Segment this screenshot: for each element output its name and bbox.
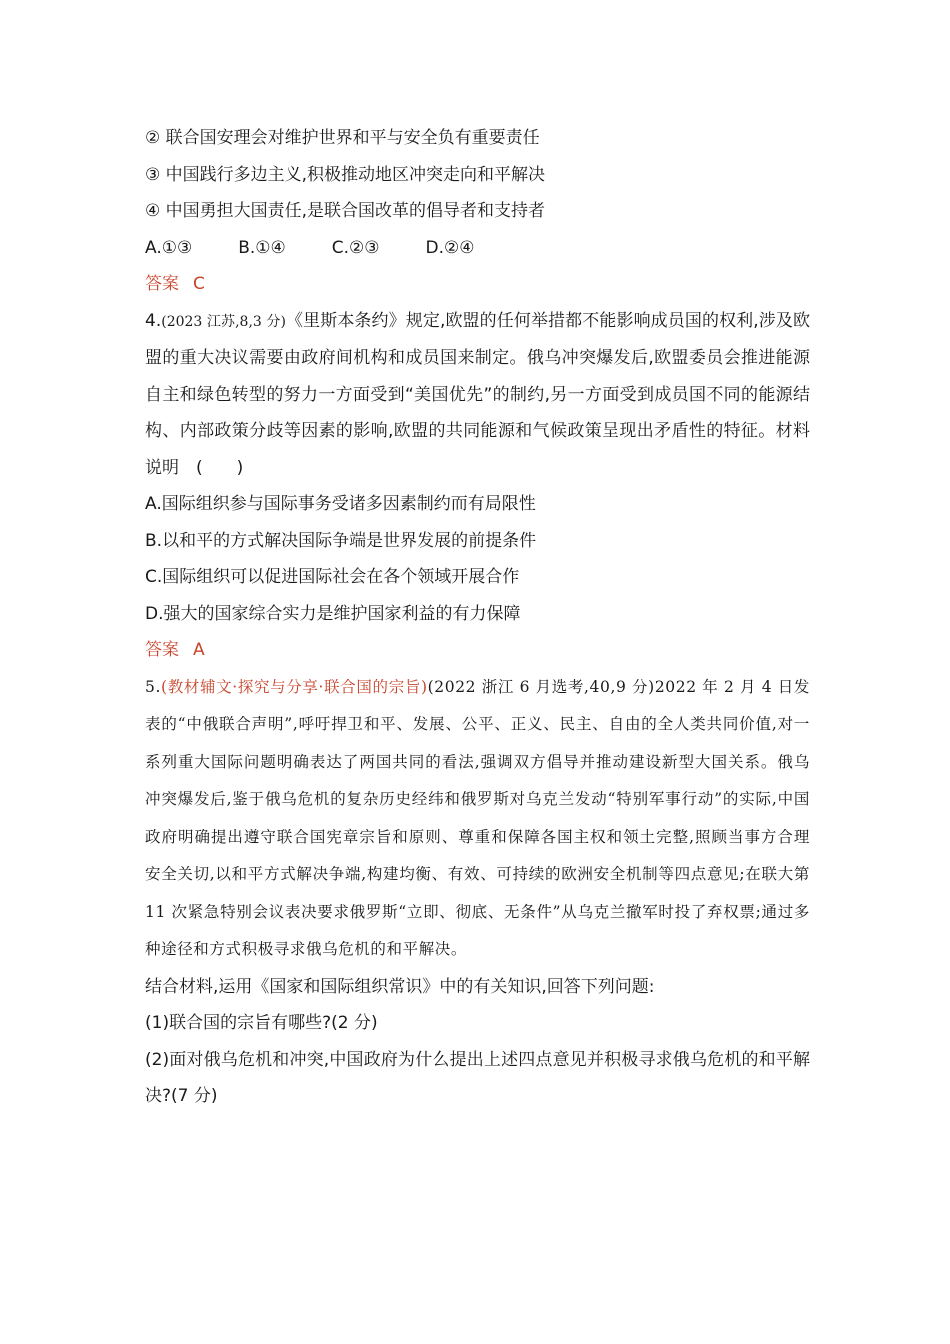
content-area: [145, 120, 810, 1115]
q5-sub-question-2: (2)面对俄乌危机和冲突,中国政府为什么提出上述四点意见并积极寻求俄乌危机的和平解决?(7 分): [145, 1049, 810, 1106]
answer-value: A: [193, 640, 205, 660]
q4-stem: [145, 303, 810, 487]
question-text: 《里斯本条约》规定,欧盟的任何举措都不能影响成员国的权利,涉及欧盟的重大决议需要由政府间机构和成员国来制定。俄乌冲突爆发后,欧盟委员会推进能源自主和绿色转型的努力一方面受到“美国优先”的制约,另一方面受到成员国不同的能源结构、内部政策分歧等因素的影响,欧盟的共同能源和气候政策呈现出矛盾性的特征。材料说明 ( ): [145, 310, 810, 478]
answer-label: 答案: [145, 640, 179, 660]
material-text: 2022 年 2 月 4 日发表的“中俄联合声明”,呼吁捍卫和平、发展、公平、正义、民主、自由的全人类共同价值,对一系列重大国际问题明确表达了两国共同的看法,强调双方倡导并推动建设新型大国关系。俄乌冲突爆发后,鉴于俄乌危机的复杂历史经纬和俄罗斯对乌克兰发动“特别军事行动”的实际,中国政府明确提出遵守联合国宪章宗旨和原则、尊重和保障各国主权和领土完整,照顾当事方合理安全关切,以和平方式解决争端,构建均衡、有效、可持续的欧洲安全机制等四点意见;在联大第 11 次紧急特别会议表决要求俄罗斯“立即、彻底、无条件”从乌克兰撤军时投了弃权票;通过多种途径和方式积极寻求俄乌危机的和平解决。: [145, 677, 810, 958]
question-tag: (教材辅文·探究与分享·联合国的宗旨): [161, 677, 428, 696]
q4-option-b: B.以和平的方式解决国际争端是世界发展的前提条件: [145, 530, 537, 551]
q3-option-d: D.②④: [425, 237, 475, 258]
q4-answer: [145, 632, 810, 669]
q5-sub-question-1: (1)联合国的宗旨有哪些?(2 分): [145, 1013, 378, 1033]
q3-options: [145, 230, 810, 267]
q5-instruction: 结合材料,运用《国家和国际组织常识》中的有关知识,回答下列问题:: [145, 976, 655, 997]
q4-option-c: C.国际组织可以促进国际社会在各个领域开展合作: [145, 567, 520, 587]
question-source: (2022 浙江 6 月选考,40,9 分): [427, 677, 655, 696]
q4-option-a: A.国际组织参与国际事务受诸多因素制约而有局限性: [145, 494, 536, 514]
question-number: 4.: [145, 310, 162, 331]
q4-option-d: D.强大的国家综合实力是维护国家利益的有力保障: [145, 603, 521, 624]
question-source: (2023 江苏,8,3 分): [161, 313, 286, 330]
q3-option-b: B.①④: [238, 237, 286, 258]
q3-item-4: ④ 中国勇担大国责任,是联合国改革的倡导者和支持者: [145, 201, 546, 221]
answer-value: C: [193, 274, 205, 294]
q3-answer: [145, 266, 810, 303]
q5-material: [145, 669, 810, 969]
q3-item-3: ③ 中国践行多边主义,积极推动地区冲突走向和平解决: [145, 164, 546, 185]
answer-label: 答案: [145, 274, 179, 294]
q3-option-c: C.②③: [331, 237, 380, 258]
q3-option-a: A.①③: [145, 237, 193, 258]
question-number: 5.: [145, 677, 161, 696]
q3-item-2: ② 联合国安理会对维护世界和平与安全负有重要责任: [145, 128, 540, 148]
